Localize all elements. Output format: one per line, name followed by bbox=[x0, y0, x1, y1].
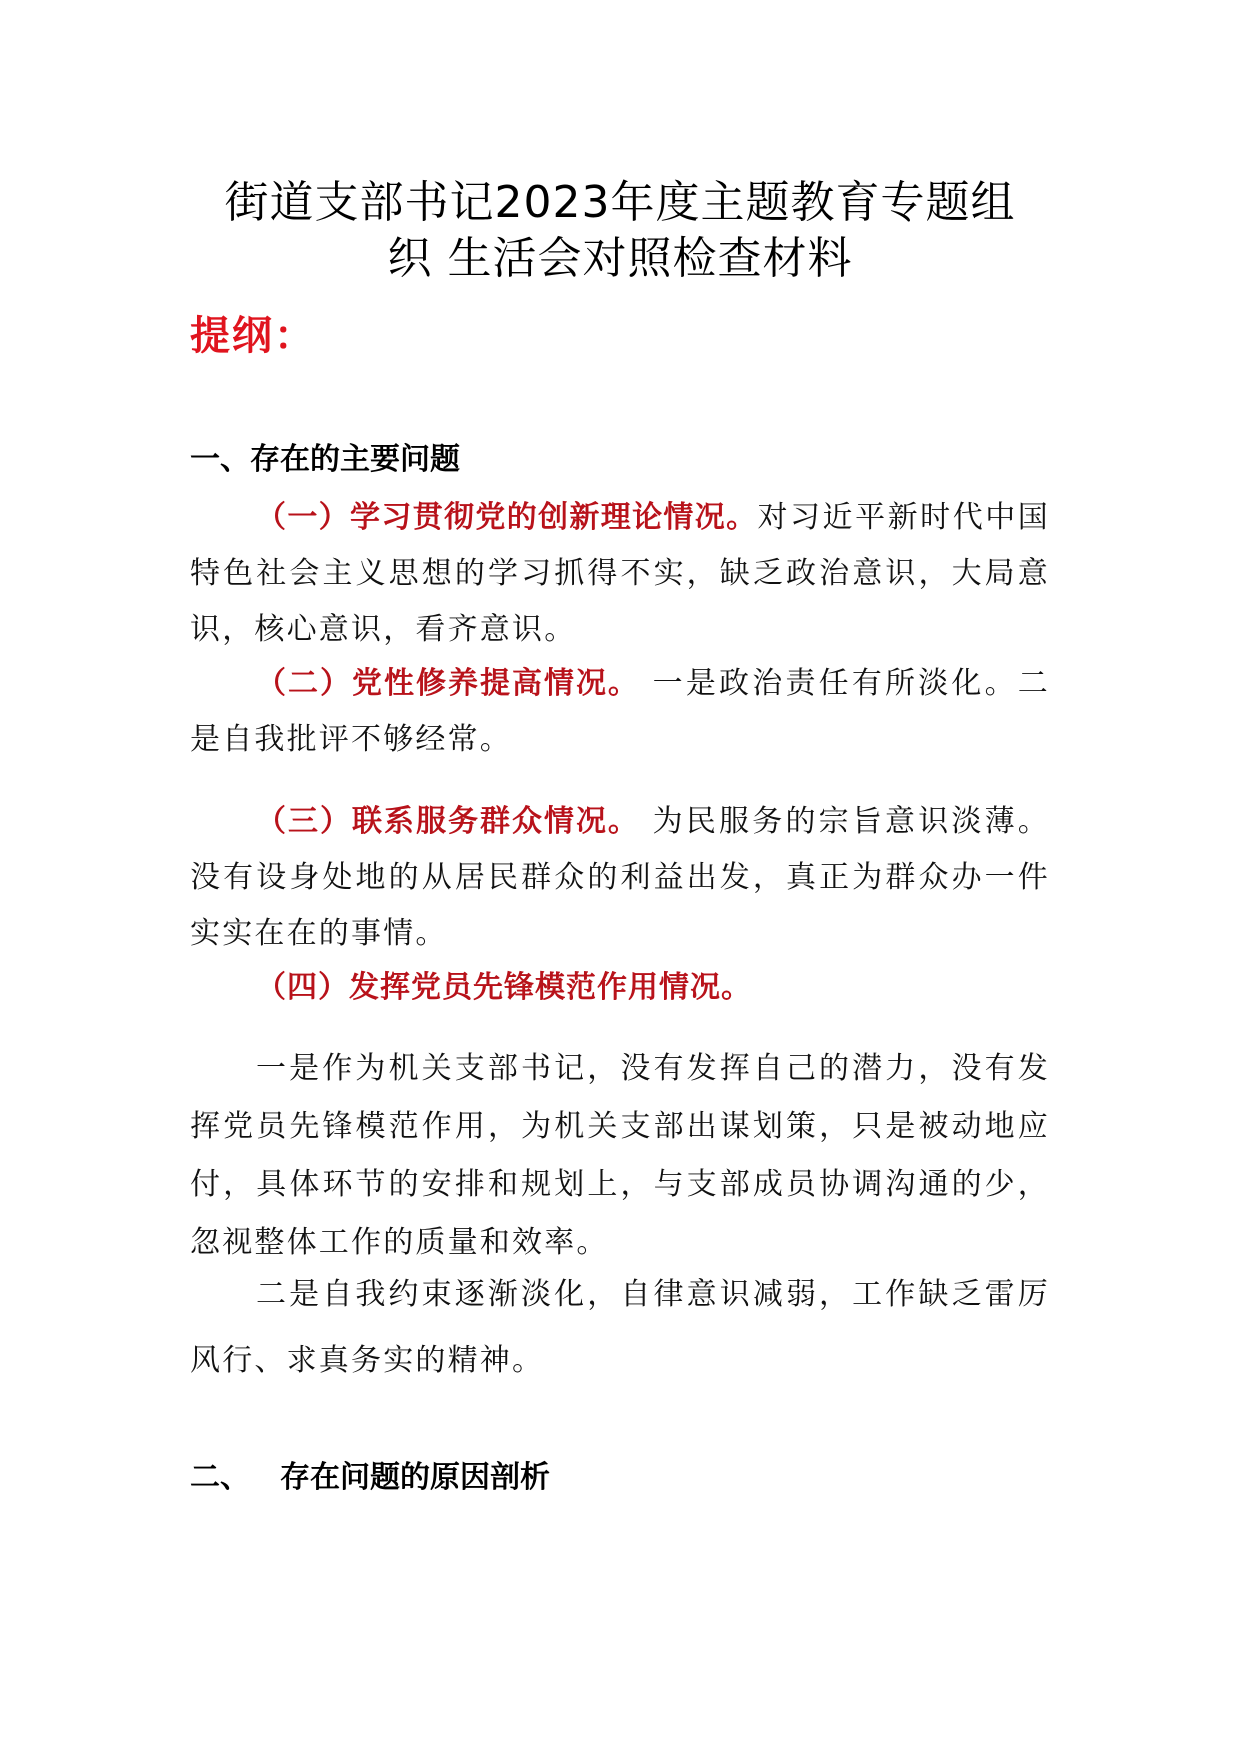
item-1-heading: （一）学习贯彻党的创新理论情况。 bbox=[256, 500, 758, 535]
item-4-heading: （四）发挥党员先锋模范作用情况。 bbox=[256, 970, 752, 1005]
section-2-title: 存在问题的原因剖析 bbox=[280, 1460, 550, 1495]
outline-label: 提纲： bbox=[190, 313, 316, 359]
item-3-text: 为民服务的宗旨意识淡薄。没有设身处地的从居民群众的利益出发，真正为群众办一件实实在在的事情。 bbox=[190, 804, 1051, 951]
title-line-1: 街道支部书记2023年度主题教育专题组 bbox=[224, 177, 1016, 228]
item-2-paragraph bbox=[190, 656, 1050, 768]
item-2-text: 一是政治责任有所淡化。二是自我批评不够经常。 bbox=[190, 666, 1051, 757]
item-4-paragraph bbox=[190, 960, 1050, 1016]
section-2-number: 二、 bbox=[190, 1460, 250, 1495]
section-1-heading: 一、存在的主要问题 bbox=[190, 442, 460, 477]
item-4-point-1: 一是作为机关支部书记，没有发挥自己的潜力，没有发挥党员先锋模范作用，为机关支部出谋划策，只是被动地应付，具体环节的安排和规划上，与支部成员协调沟通的少，忽视整体工作的质量和效率。 bbox=[190, 1051, 1050, 1260]
title-line-2: 织 生活会对照检查材料 bbox=[387, 233, 853, 284]
item-3-paragraph bbox=[190, 794, 1050, 962]
item-2-heading: （二）党性修养提高情况。 bbox=[256, 666, 640, 701]
section-2-heading bbox=[190, 1452, 550, 1496]
item-1-text: 对习近平新时代中国特色社会主义思想的学习抓得不实，缺乏政治意识，大局意识，核心意识，看齐意识。 bbox=[190, 500, 1050, 647]
item-3-heading: （三）联系服务群众情况。 bbox=[256, 804, 640, 839]
item-1-paragraph bbox=[190, 490, 1050, 658]
item-4-point-2: 二是自我约束逐渐淡化，自律意识减弱，工作缺乏雷厉风行、求真务实的精神。 bbox=[190, 1277, 1050, 1378]
